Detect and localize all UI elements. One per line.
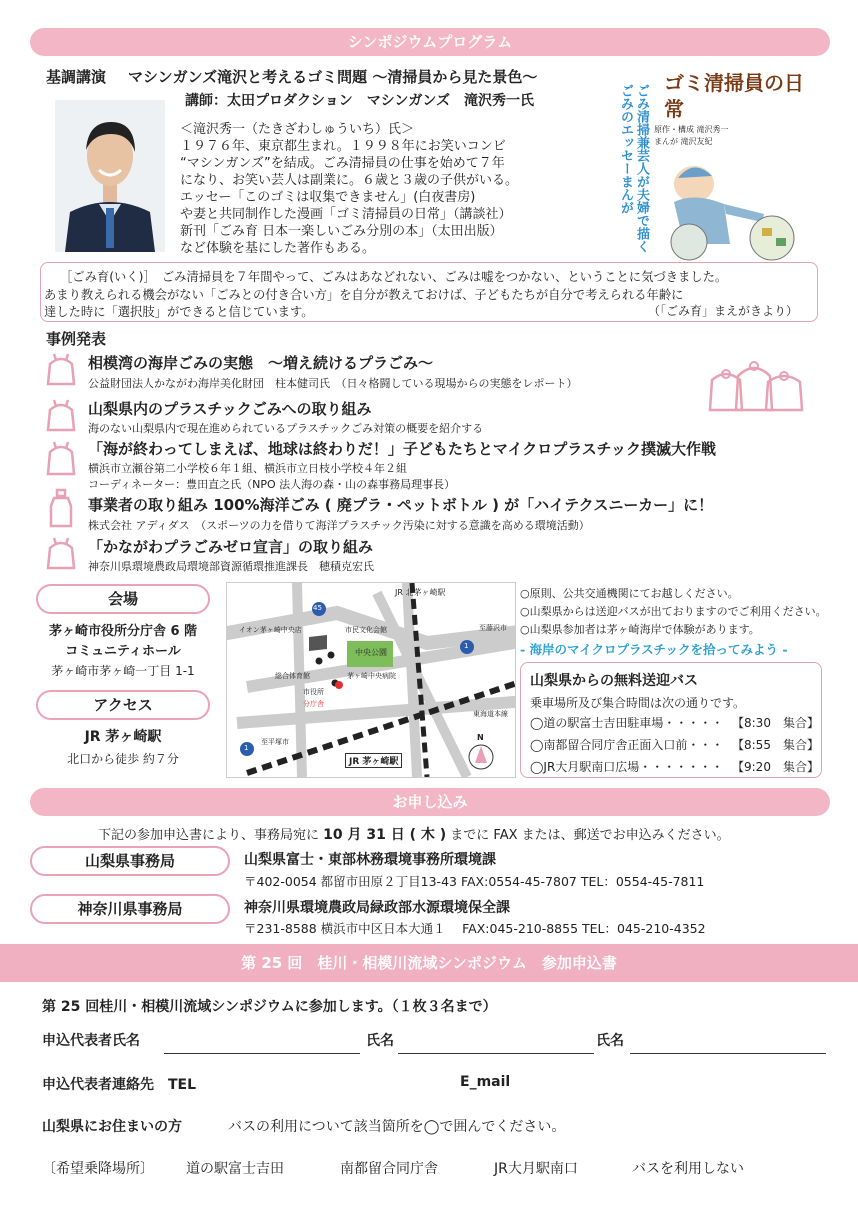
program-header: シンポジウムプログラム: [30, 28, 830, 56]
boarding-option[interactable]: 道の駅富士吉田: [186, 1161, 284, 1177]
yamanashi-text: バスの利用について該当箇所を◯で囲んでください。: [228, 1119, 566, 1135]
bio-line: や妻と共同制作した漫画「ゴミ清掃員の日常」（講談社）: [180, 207, 512, 222]
book-vertical-text: ごみのエッセーまんが: [618, 84, 633, 214]
bus-time: 【8:30 集合】: [732, 716, 819, 730]
bus-intro: 乗車場所及び集合時間は次の通りです。: [530, 696, 746, 710]
bio-line: など体験を基にした著作もある。: [180, 241, 376, 256]
speaker-photo: [55, 100, 165, 252]
boarding-option[interactable]: バスを利用しない: [632, 1161, 744, 1177]
map-label: JR 北茅ヶ崎駅: [395, 588, 446, 597]
case-title: 「海が終わってしまえば、地球は終わりだ！」子どもたちとマイクロプラスチック撲滅大作戦: [88, 440, 717, 458]
boarding-label: 〔希望乗降場所〕: [42, 1161, 154, 1177]
office-label-yamanashi: 山梨県事務局: [30, 846, 230, 876]
name-field[interactable]: [398, 1053, 594, 1054]
rep-name-field[interactable]: [164, 1053, 360, 1054]
office-contact: 〒402-0054 都留市田原２丁目13-43 FAX:0554-45-7807 TEL：0554-45-7811: [244, 874, 705, 889]
case-detail: 公益財団法人かながわ海岸美化財団 柱本健司氏 （日々格闘している現場からの実態をレポート）: [88, 377, 578, 390]
case-detail: 株式会社 アディダス （スポーツの力を借りて海洋プラスチック汚染に対する意識を高める環境活動）: [88, 519, 590, 532]
bio-line: 新刊「ごみ育 日本一楽しいごみ分別の本」（太田出版）: [180, 224, 503, 239]
office-contact: 〒231-8588 横浜市中区日本大通１ FAX:045-210-8855 TEL：045-210-4352: [244, 921, 706, 936]
route-number: 45: [313, 604, 322, 612]
rep-contact-label: 申込代表者連絡先 TEL: [42, 1077, 197, 1093]
bio-line: ＜滝沢秀一（たきざわしゅういち）氏＞: [180, 122, 415, 137]
email-label: E_mail: [460, 1074, 511, 1090]
map-north: N: [477, 733, 484, 742]
trash-bag-icon: [42, 534, 80, 572]
map-label: JR 茅ヶ崎駅: [345, 753, 402, 768]
book-title: ゴミ清掃員の日常: [664, 71, 804, 121]
access-station: JR 茅ヶ崎駅: [84, 729, 162, 745]
bus-time: 【8:55 集合】: [732, 738, 819, 752]
book-vertical-text: ごみ清掃兼芸人が夫婦で描く: [634, 84, 649, 253]
book-cover: [614, 62, 824, 262]
book-credit: 原作・構成 滝沢秀一: [654, 125, 729, 134]
map-label: 至平塚市: [261, 738, 289, 746]
map-label: 市役所: [303, 688, 324, 696]
apply-instruction: [98, 824, 730, 844]
venue-address: 茅ヶ崎市茅ヶ崎一丁目 1-1: [51, 664, 195, 678]
bus-stop: ◯道の駅富士吉田駐車場・・・・・: [530, 716, 724, 730]
keynote-title: マシンガンズ滝沢と考えるゴミ問題 〜清掃員から見た景色〜: [128, 68, 538, 86]
boarding-option[interactable]: JR大月駅南口: [494, 1161, 578, 1177]
bus-stop: ◯JR大月駅南口広場・・・・・・・: [530, 760, 724, 774]
bus-stop: ◯南都留合同庁舎正面入口前・・・: [530, 738, 724, 752]
office-label-kanagawa: 神奈川県事務局: [30, 894, 230, 924]
case-detail: 神奈川県環境農政局環境部資源循環推進課長 穂積克宏氏: [88, 560, 374, 573]
quote-line: 達した時に「選択肢」ができると信じています。: [44, 305, 314, 319]
map-label: 分庁舎: [303, 700, 324, 708]
case-title: 事業者の取り組み 100%海洋ごみ ( 廃プラ・ペットボトル ) が「ハイテクスニーカー」に！: [88, 496, 714, 514]
venue-map: [226, 582, 516, 778]
cases-heading: 事例発表: [46, 330, 107, 348]
case-detail: 横浜市立瀬谷第二小学校６年１組、横浜市立日枝小学校４年２組: [88, 462, 407, 475]
route-number: 1: [244, 744, 249, 752]
bottle-icon: [44, 488, 78, 530]
apply-instruction-pre: 下記の参加申込書により、事務局宛に: [98, 828, 324, 843]
name-label: 氏名: [596, 1033, 624, 1049]
quote-line: ［ごみ育(いく)］ ごみ清掃員を７年間やって、ごみはあなどれない、ごみは嘘をつかない、ということに気づきました。: [60, 270, 728, 284]
route-number: 1: [464, 642, 469, 650]
case-title: 山梨県内のプラスチックごみへの取り組み: [88, 400, 372, 418]
quote-source: （「ごみ育」まえがきより）: [648, 304, 799, 318]
map-label: 東海道本線: [473, 710, 508, 718]
case-title: 「かながわプラごみゼロ宣言」の取り組み: [88, 538, 374, 556]
trash-bag-icon: [42, 438, 80, 478]
name-label: 氏名: [366, 1033, 394, 1049]
note-line: ○山梨県からは送迎バスが出ておりますのでご利用ください。: [520, 605, 827, 618]
book-illustration: [654, 144, 814, 262]
trash-bag-icon: [42, 350, 80, 388]
access-walk: 北口から徒歩 約７分: [67, 752, 179, 766]
keynote-label: 基調講演: [46, 68, 107, 86]
keynote-speaker: 講師：太田プロダクション マシンガンズ 滝沢秀一氏: [185, 93, 534, 109]
bio-line: １９７６年、東京都生まれ。１９９８年にお笑いコンビ: [180, 139, 506, 154]
map-label: イオン茅ヶ崎中央店: [239, 626, 302, 634]
trash-bags-illustration: [706, 352, 806, 414]
apply-deadline: 10 月 31 日 ( 木 ): [323, 827, 447, 843]
quote-line: あまり教えられる機会がない「ごみとの付き合い方」を自分が教えておけば、子どもたちが自分で考えられる年齢に: [44, 288, 684, 302]
map-label: 中央公園: [355, 648, 387, 657]
case-detail: コーディネーター：豊田直之氏（NPO 法人海の森・山の森事務局理事長）: [88, 478, 456, 491]
bio-line: “マシンガンズ”を結成。ごみ清掃員の仕事を始めて７年: [180, 156, 505, 171]
office-name: 神奈川県環境農政局緑政部水源環境保全課: [244, 900, 510, 916]
map-label: 市民文化会館: [345, 626, 387, 634]
beach-slogan: - 海岸のマイクロプラスチックを拾ってみよう -: [520, 642, 788, 657]
rep-name-label: 申込代表者氏名: [42, 1033, 140, 1049]
boarding-option[interactable]: 南都留合同庁舎: [340, 1161, 438, 1177]
bio-line: になり、お笑い芸人は副業に。６歳と３歳の子供がいる。: [180, 173, 519, 188]
bio-line: エッセー「このゴミは収集できません」(白夜書房): [180, 190, 476, 205]
yamanashi-label: 山梨県にお住まいの方: [42, 1119, 182, 1135]
note-line: ○原則、公共交通機関にてお越しください。: [520, 587, 739, 600]
note-line: ○山梨県参加者は茅ヶ崎海岸で体験があります。: [520, 623, 760, 636]
apply-instruction-post: までに FAX または、郵送でお申込みください。: [446, 828, 730, 843]
venue-name: コミュニティホール: [65, 644, 181, 659]
venue-label: 会場: [36, 584, 210, 614]
case-detail: 海のない山梨県内で現在進められているプラスチックごみ対策の概要を紹介する: [88, 422, 484, 435]
bus-title: 山梨県からの無料送迎バス: [530, 673, 698, 689]
map-label: 総合体育館: [275, 672, 310, 680]
trash-bag-icon: [42, 396, 80, 434]
form-header: 第 25 回 桂川・相模川流域シンポジウム 参加申込書: [0, 944, 858, 982]
map-label: 至藤沢市: [479, 624, 507, 632]
book-credit: まんが 滝沢友紀: [654, 137, 713, 146]
venue-name: 茅ヶ崎市役所分庁舎 6 階: [48, 624, 198, 639]
map-label: 茅ヶ崎中央病院: [347, 672, 396, 680]
form-intro: 第 25 回桂川・相模川流域シンポジウムに参加します。（１枚３名まで）: [42, 999, 497, 1015]
apply-header: お申し込み: [30, 788, 830, 816]
name-field[interactable]: [630, 1053, 826, 1054]
bus-time: 【9:20 集合】: [732, 760, 819, 774]
access-label: アクセス: [36, 690, 210, 720]
office-name: 山梨県富士・東部林務環境事務所環境課: [244, 852, 496, 868]
case-title: 相模湾の海岸ごみの実態 ～増え続けるプラごみ～: [88, 354, 434, 372]
